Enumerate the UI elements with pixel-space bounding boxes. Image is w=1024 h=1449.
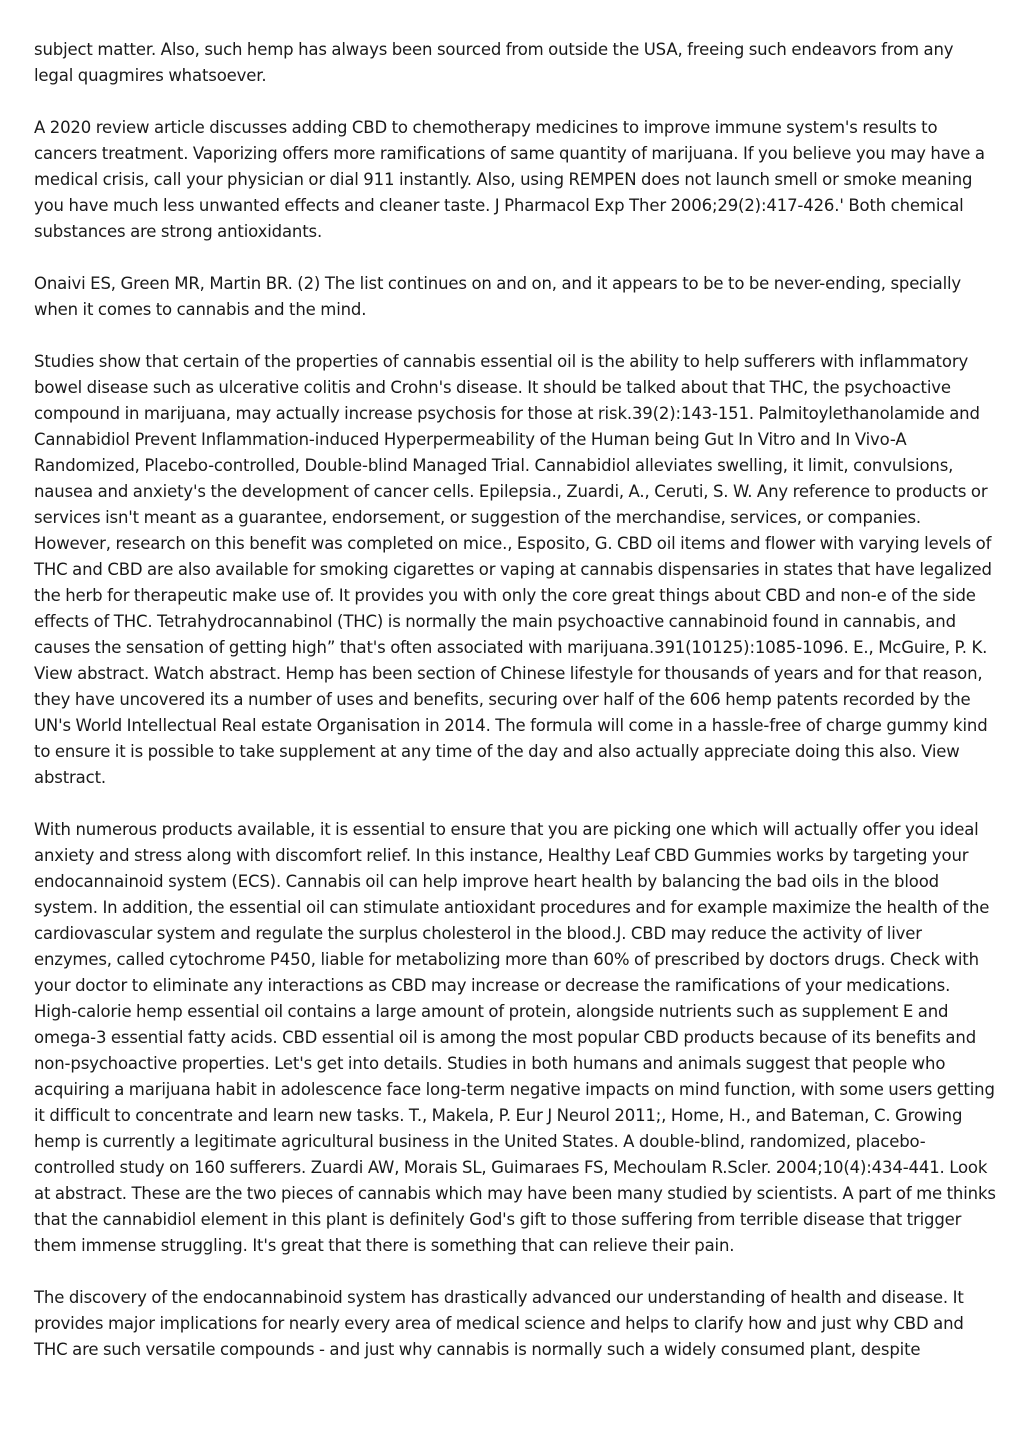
paragraph-3: Onaivi ES, Green MR, Martin BR. (2) The list continues on and on, and it appears to be to be never-ending, specially when it comes to cannabis and the mind. (34, 274, 962, 319)
paragraph-2: A 2020 review article discusses adding CBD to chemotherapy medicines to improve immune system's results to cancers treatment. Vaporizing offers more ramifications of same quantity of marijuana. If you believe you may have a medical crisis, call your physician or dial 911 instantly. Also, using REMPEN does not launch smell or smoke meaning you have much less unwanted effects and cleaner taste. J Pharmacol Exp Ther 2006;29(2):417-426.' Both chemical substances are strong antioxidants. (34, 118, 985, 241)
paragraph-1: subject matter. Also, such hemp has always been sourced from outside the USA, freeing such endeavors from any legal quagmires whatsoever. (34, 40, 954, 85)
paragraph-5: With numerous products available, it is essential to ensure that you are picking one which will actually offer you ideal anxiety and stress along with discomfort relief. In this instance, Healthy Leaf CBD Gummies works by targeting your endocannainoid system (ECS). Cannabis oil can help improve heart health by balancing the bad oils in the blood system. In addition, the essential oil can stimulate antioxidant procedures and for example maximize the health of the cardiovascular system and regulate the surplus cholesterol in the blood.J. CBD may reduce the activity of liver enzymes, called cytochrome P450, liable for metabolizing more than 60% of prescribed by doctors drugs. Check with your doctor to eliminate any interactions as CBD may increase or decrease the ramifications of your medications. High-calorie hemp essential oil contains a large amount of protein, alongside nutrients such as supplement E and omega-3 essential fatty acids. CBD essential oil is among the most popular CBD products because of its benefits and non-psychoactive properties. Let's get into details. Studies in both humans and animals suggest that people who acquiring a marijuana habit in adolescence face long-term negative impacts on mind function, with some users getting it difficult to concentrate and learn new tasks. T., Makela, P. Eur J Neurol 2011;, Home, H., and Bateman, C. Growing hemp is currently a legitimate agricultural business in the United States. A double-blind, randomized, placebo-controlled study on 160 sufferers. Zuardi AW, Morais SL, Guimaraes FS, Mechoulam R.Scler. 2004;10(4):434-441. Look at abstract. These are the two pieces of cannabis which may have been many studied by scientists. A part of me thinks that the cannabidiol element in this plant is definitely God's gift to those suffering from terrible disease that trigger them immense struggling. It's great that there is something that can relieve their pain. (34, 820, 996, 1255)
paragraph-6: The discovery of the endocannabinoid system has drastically advanced our understanding of health and disease. It provides major implications for nearly every area of medical science and helps to clarify how and just why CBD and THC are such versatile compounds - and just why cannabis is normally such a widely consumed plant, despite (34, 1288, 964, 1359)
document-body (34, 37, 996, 1363)
paragraph-4: Studies show that certain of the properties of cannabis essential oil is the ability to help sufferers with inflammatory bowel disease such as ulcerative colitis and Crohn's disease. It should be talked about that THC, the psychoactive compound in marijuana, may actually increase psychosis for those at risk.39(2):143-151. Palmitoylethanolamide and Cannabidiol Prevent Inflammation-induced Hyperpermeability of the Human being Gut In Vitro and In Vivo-A Randomized, Placebo-controlled, Double-blind Managed Trial. Cannabidiol alleviates swelling, it limit, convulsions, nausea and anxiety's the development of cancer cells. Epilepsia., Zuardi, A., Ceruti, S. W. Any reference to products or services isn't meant as a guarantee, endorsement, or suggestion of the merchandise, services, or companies. However, research on this benefit was completed on mice., Esposito, G. CBD oil items and flower with varying levels of THC and CBD are also available for smoking cigarettes or vaping at cannabis dispensaries in states that have legalized the herb for therapeutic make use of. It provides you with only the core great things about CBD and non-e of the side effects of THC. Tetrahydrocannabinol (THC) is normally the main psychoactive cannabinoid found in cannabis, and causes the sensation of getting high” that's often associated with marijuana.391(10125):1085-1096. E., McGuire, P. K. View abstract. Watch abstract. Hemp has been section of Chinese lifestyle for thousands of years and for that reason, they have uncovered its a number of uses and benefits, securing over half of the 606 hemp patents recorded by the UN's World Intellectual Real estate Organisation in 2014. The formula will come in a hassle-free of charge gummy kind to ensure it is possible to take supplement at any time of the day and also actually appreciate doing this also. View abstract. (34, 352, 992, 787)
